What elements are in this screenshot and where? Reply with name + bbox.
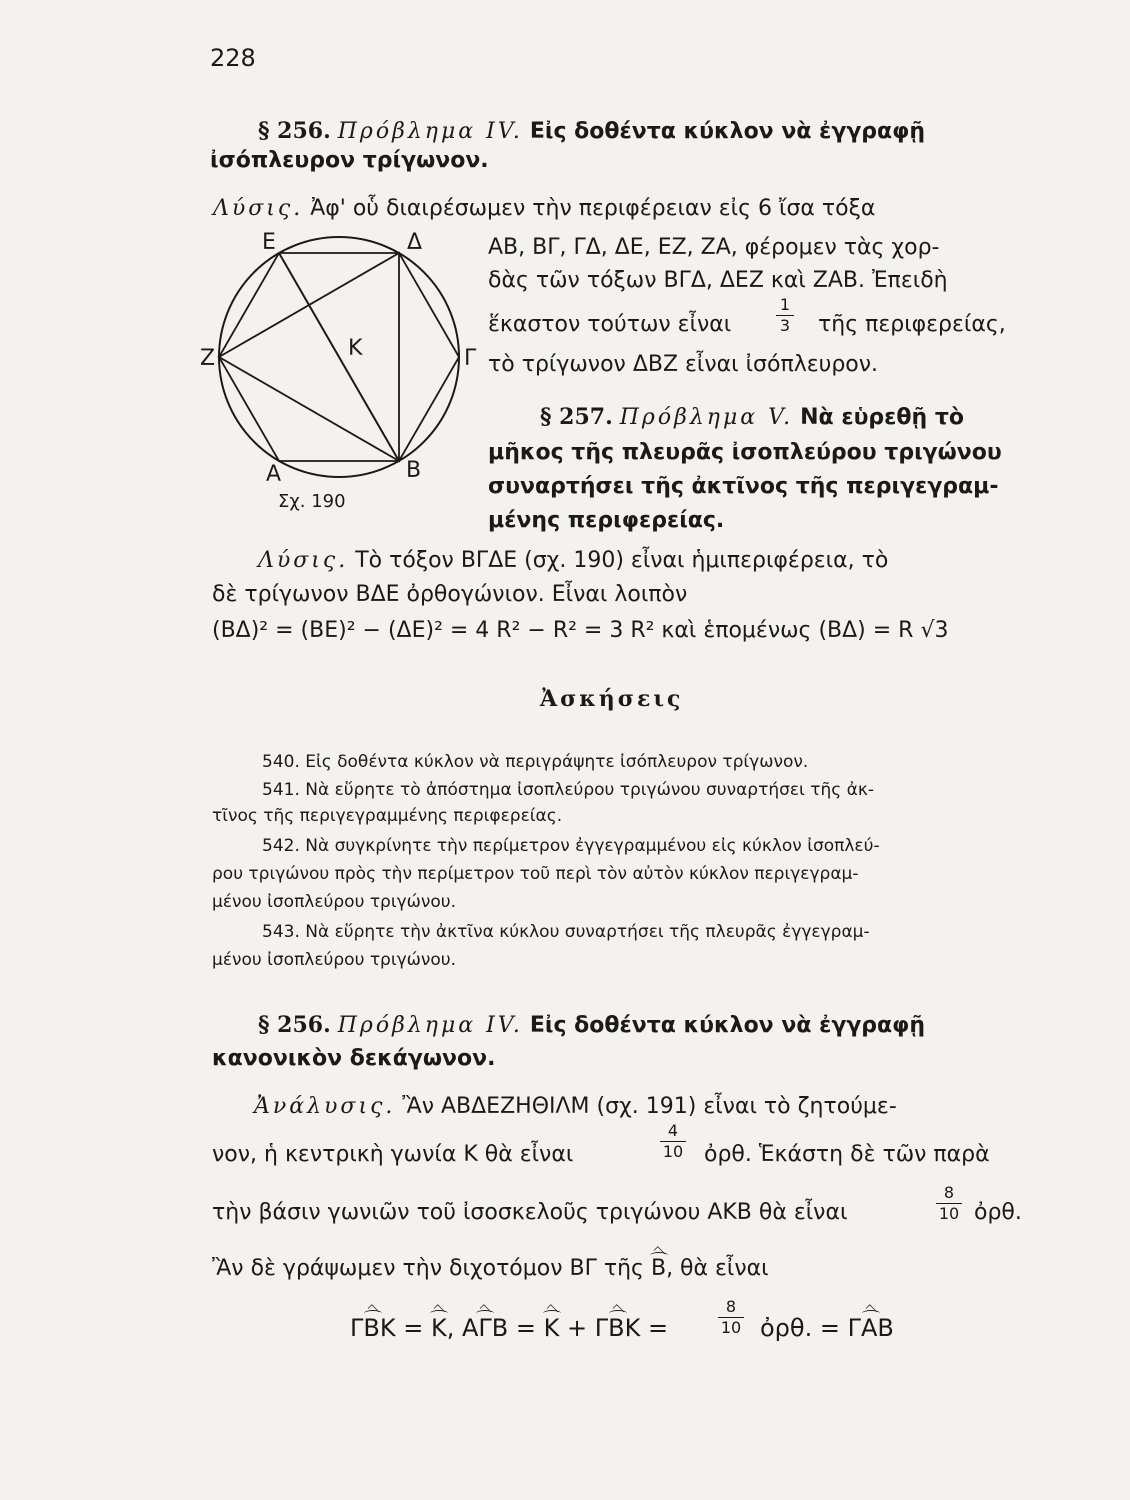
fraction-one-third: [776, 296, 794, 335]
label-D: Δ: [407, 230, 423, 255]
frac-num: 8: [943, 1183, 955, 1202]
plus-sign: +: [567, 1314, 588, 1342]
analysis-text: Ἂν ΑΒΔΕΖΗΘΙΛΜ (σχ. 191) εἶναι τὸ ζητούμε-: [402, 1094, 897, 1119]
exercises-heading: Ἀσκήσεις: [540, 686, 684, 712]
exercise-541-line2: τῖνος τῆς περιγεγραμμένης περιφερείας.: [212, 806, 563, 826]
fraction-8-10-eq: [718, 1298, 744, 1337]
angle-equation: [350, 1314, 668, 1342]
frac-num: 4: [667, 1121, 679, 1140]
analysis-line1: [254, 1094, 897, 1119]
label-E: Ε: [262, 230, 276, 255]
lysis-1-line3: δὰς τῶν τόξων ΒΓΔ, ΔΕΖ καὶ ΖΑΒ. Ἐπειδὴ: [488, 268, 948, 293]
angle-agb: ΑΓΒ: [462, 1314, 509, 1342]
lysis-label: Λύσις.: [213, 196, 304, 221]
section-number: § 257.: [540, 404, 613, 430]
exercise-540: 540. Εἰς δοθέντα κύκλον νὰ περιγράψητε ἰσόπλευρον τρίγωνον.: [262, 752, 809, 772]
label-G: Γ: [464, 346, 477, 371]
figure-caption: Σχ. 190: [278, 491, 346, 512]
lysis-label: Λύσις.: [258, 548, 349, 573]
label-K: Κ: [348, 336, 363, 361]
exercise-542-line1: 542. Νὰ συγκρίνητε τὴν περίμετρον ἐγγεγραμμένου εἰς κύκλον ἰσοπλεύ-: [262, 836, 880, 856]
section-number: § 256.: [258, 118, 331, 144]
lysis-1-line4a: ἕκαστον τούτων εἶναι: [488, 312, 732, 337]
fraction-4-10: [660, 1122, 686, 1161]
equals-sign: =: [515, 1314, 537, 1342]
problem-label: Πρόβλημα IV.: [337, 119, 523, 144]
angle-gab: ΓΑΒ: [847, 1314, 894, 1342]
frac-num: 8: [725, 1297, 737, 1316]
problem-256b-line2: κανονικὸν δεκάγωνον.: [212, 1046, 496, 1071]
exercise-541-line1: 541. Νὰ εὕρητε τὸ ἀπόστημα ἰσοπλεύρου τριγώνου συναρτήσει τῆς ἀκ-: [262, 780, 874, 800]
problem-257-line2: μῆκος τῆς πλευρᾶς ἰσοπλεύρου τριγώνου: [488, 440, 1002, 465]
lysis-1-line4b: τῆς περιφερείας,: [818, 312, 1006, 337]
section-257-heading: [540, 404, 964, 430]
exercise-542-line2: ρου τριγώνου πρὸς τὴν περίμετρον τοῦ περὶ τὸν αὐτὸν κύκλον περιγεγραμ-: [212, 864, 859, 884]
label-A: Α: [266, 462, 282, 487]
fraction-8-10: [936, 1184, 962, 1223]
frac-den: 10: [938, 1204, 960, 1223]
problem-257-line4: μένης περιφερείας.: [488, 508, 725, 533]
section-number: § 256.: [258, 1012, 331, 1038]
orth-text: ὀρθ.: [760, 1314, 813, 1342]
problem-label: Πρόβλημα V.: [619, 405, 794, 430]
equals-sign: =: [648, 1314, 669, 1342]
angle-gbk: ΓΒΚ: [350, 1314, 396, 1342]
label-Z: Ζ: [200, 346, 216, 371]
analysis-line2a: νον, ἡ κεντρικὴ γωνία Κ θὰ εἶναι: [212, 1142, 574, 1167]
equals-sign: =: [819, 1314, 840, 1342]
angle-k: Κ: [430, 1314, 447, 1342]
analysis-text-end: , θὰ εἶναι: [666, 1256, 769, 1281]
analysis-text: Ἂν δὲ γράψωμεν τὴν διχοτόμον ΒΓ τῆς: [212, 1256, 644, 1281]
lysis-1-line2: ΑΒ, ΒΓ, ΓΔ, ΔΕ, ΕΖ, ΖΑ, φέρομεν τὰς χορ-: [488, 235, 940, 260]
analysis-label: Ἀνάλυσις.: [254, 1094, 396, 1119]
analysis-line3b: ὀρθ.: [974, 1200, 1022, 1225]
section-256-heading: [258, 118, 925, 144]
angle-b: Β: [650, 1256, 667, 1281]
page-number: 228: [210, 44, 256, 72]
problem-title-line1: Εἰς δοθέντα κύκλον νὰ ἐγγραφῇ: [529, 119, 926, 144]
lysis-text: Ἀφ' οὗ διαιρέσωμεν τὴν περιφέρειαν εἰς 6 ἴσα τόξα: [310, 196, 876, 221]
frac-den: 10: [662, 1142, 684, 1161]
comma: ,: [446, 1314, 455, 1342]
analysis-line4: [212, 1256, 769, 1281]
lysis-2-line1: [258, 548, 888, 573]
label-B: Β: [406, 458, 422, 483]
problem-title-line1: Νὰ εὑρεθῇ τὸ: [800, 405, 965, 430]
problem-title-line2: ἰσόπλευρον τρίγωνον.: [210, 148, 489, 173]
angle-equation-end: [760, 1314, 894, 1342]
exercise-543-line1: 543. Νὰ εὕρητε τὴν ἀκτῖνα κύκλου συναρτήσει τῆς πλευρᾶς ἐγγεγραμ-: [262, 922, 870, 942]
lysis-2-line2: δὲ τρίγωνον ΒΔΕ ὀρθογώνιον. Εἶναι λοιπὸν: [212, 582, 688, 607]
lysis-1-line5: τὸ τρίγωνον ΔΒΖ εἶναι ἰσόπλευρον.: [488, 352, 879, 377]
angle-gbk2: ΓΒΚ: [594, 1314, 641, 1342]
lysis-1-line1: [213, 196, 875, 221]
section-256b-heading: [258, 1012, 925, 1038]
frac-den: 3: [779, 316, 791, 335]
analysis-line3a: τὴν βάσιν γωνιῶν τοῦ ἰσοσκελοῦς τριγώνου ΑΚΒ θὰ εἶναι: [212, 1200, 848, 1225]
inscribed-triangle: [219, 253, 399, 461]
problem-257-line3: συναρτήσει τῆς ἀκτῖνος τῆς περιγεγραμ-: [488, 474, 999, 499]
lysis-text: Τὸ τόξον ΒΓΔΕ (σχ. 190) εἶναι ἡμιπεριφέρεια, τὸ: [355, 548, 889, 573]
problem-label: Πρόβλημα IV.: [337, 1013, 523, 1038]
angle-k2: Κ: [543, 1314, 560, 1342]
problem-title-line1: Εἰς δοθέντα κύκλον νὰ ἐγγραφῇ: [529, 1013, 926, 1038]
analysis-line2b: ὀρθ. Ἑκάστη δὲ τῶν παρὰ: [704, 1142, 990, 1167]
exercise-543-line2: μένου ἰσοπλεύρου τριγώνου.: [212, 950, 457, 970]
lysis-2-equation: (ΒΔ)² = (ΒΕ)² − (ΔΕ)² = 4 R² − R² = 3 R² καὶ ἑπομένως (ΒΔ) = R √3: [212, 618, 949, 643]
figure-190: [200, 225, 485, 525]
equals-sign: =: [403, 1314, 424, 1342]
frac-num: 1: [779, 295, 791, 314]
frac-den: 10: [720, 1318, 742, 1337]
exercise-542-line3: μένου ἰσοπλεύρου τριγώνου.: [212, 892, 457, 912]
